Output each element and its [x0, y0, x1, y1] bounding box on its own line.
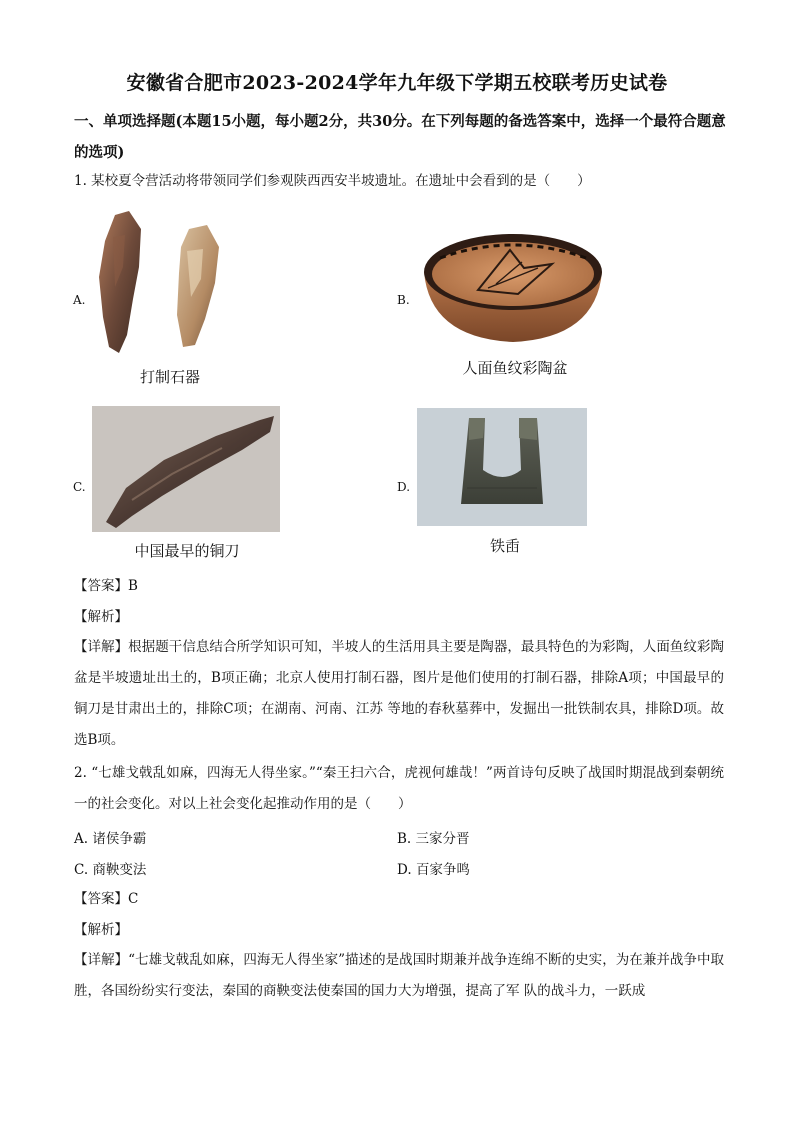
option-text: 三家分晋 — [415, 831, 470, 847]
question-1-stem: 1. 某校夏令营活动将带领同学们参观陕西西安半坡遗址。在遗址中会看到的是（ ） — [74, 173, 591, 189]
option-d-caption: 铁臿 — [489, 537, 520, 555]
option-b-caption: 人面鱼纹彩陶盆 — [462, 359, 568, 377]
option-d-letter: D. — [397, 480, 411, 494]
option-b-letter: B. — [397, 293, 410, 307]
option-text: 商鞅变法 — [92, 862, 147, 878]
chipped-stone-tools-image — [95, 207, 225, 357]
option-letter: A. — [74, 831, 89, 847]
page-title: 安徽省合肥市2023-2024学年九年级下学期五校联考历史试卷 — [126, 72, 668, 94]
option-text: 百家争鸣 — [415, 862, 470, 878]
question-1-detail: 【详解】根据题干信息结合所学知识可知，半坡人的生活用具主要是陶器，最具特色的为彩陶，人面鱼纹彩陶盆是半坡遗址出土的，B项正确；北京人使用打制石器，图片是他们使用的打制石器，排除A项；中国最早的铜刀是甘肃出土的，排除C项；在湖南、河南、江苏 等地的春秋墓葬中，发掘出一批铁制农具，排除D项。故选B项。 — [74, 639, 724, 748]
option-letter: B. — [397, 831, 412, 847]
option-text: 诸侯争霸 — [92, 831, 147, 847]
option-c-caption: 中国最早的铜刀 — [134, 542, 240, 560]
question-2-option-b — [397, 827, 470, 847]
question-1-answer: 【答案】B — [74, 578, 138, 594]
option-c-letter: C. — [73, 480, 86, 494]
painted-pottery-basin-image — [418, 228, 608, 348]
question-2-answer: 【答案】C — [74, 891, 139, 907]
question-2-detail: 【详解】“七雄戈戟乱如麻，四海无人得坐家”描述的是战国时期兼并战争连绵不断的史实，为在兼并战争中取胜，各国纷纷实行变法，秦国的商鞅变法使秦国的国力大为增强，提高了军 队的战斗力，一跃成 — [74, 952, 724, 999]
question-2-stem: 2. “七雄戈戟乱如麻，四海无人得坐家。”“秦王扫六合，虎视何雄哉！”两首诗句反映了战国时期混战到秦朝统一的社会变化。对以上社会变化起推动作用的是（ ） — [74, 765, 724, 812]
question-2-option-c — [74, 858, 146, 878]
question-1-analysis-label: 【解析】 — [74, 609, 128, 625]
bronze-knife-image — [92, 406, 280, 532]
option-a-caption: 打制石器 — [139, 368, 200, 386]
option-letter: D. — [397, 862, 412, 878]
question-2-option-d — [397, 858, 470, 878]
question-2-option-a — [74, 827, 146, 847]
iron-spade-image — [417, 408, 587, 526]
section-heading: 一、单项选择题(本题15小题，每小题2分，共30分。在下列每题的备选答案中，选择一个最符合题意的选项) — [74, 113, 726, 161]
option-letter: C. — [74, 862, 89, 878]
option-a-letter: A. — [73, 293, 86, 307]
question-2-analysis-label: 【解析】 — [74, 922, 128, 938]
